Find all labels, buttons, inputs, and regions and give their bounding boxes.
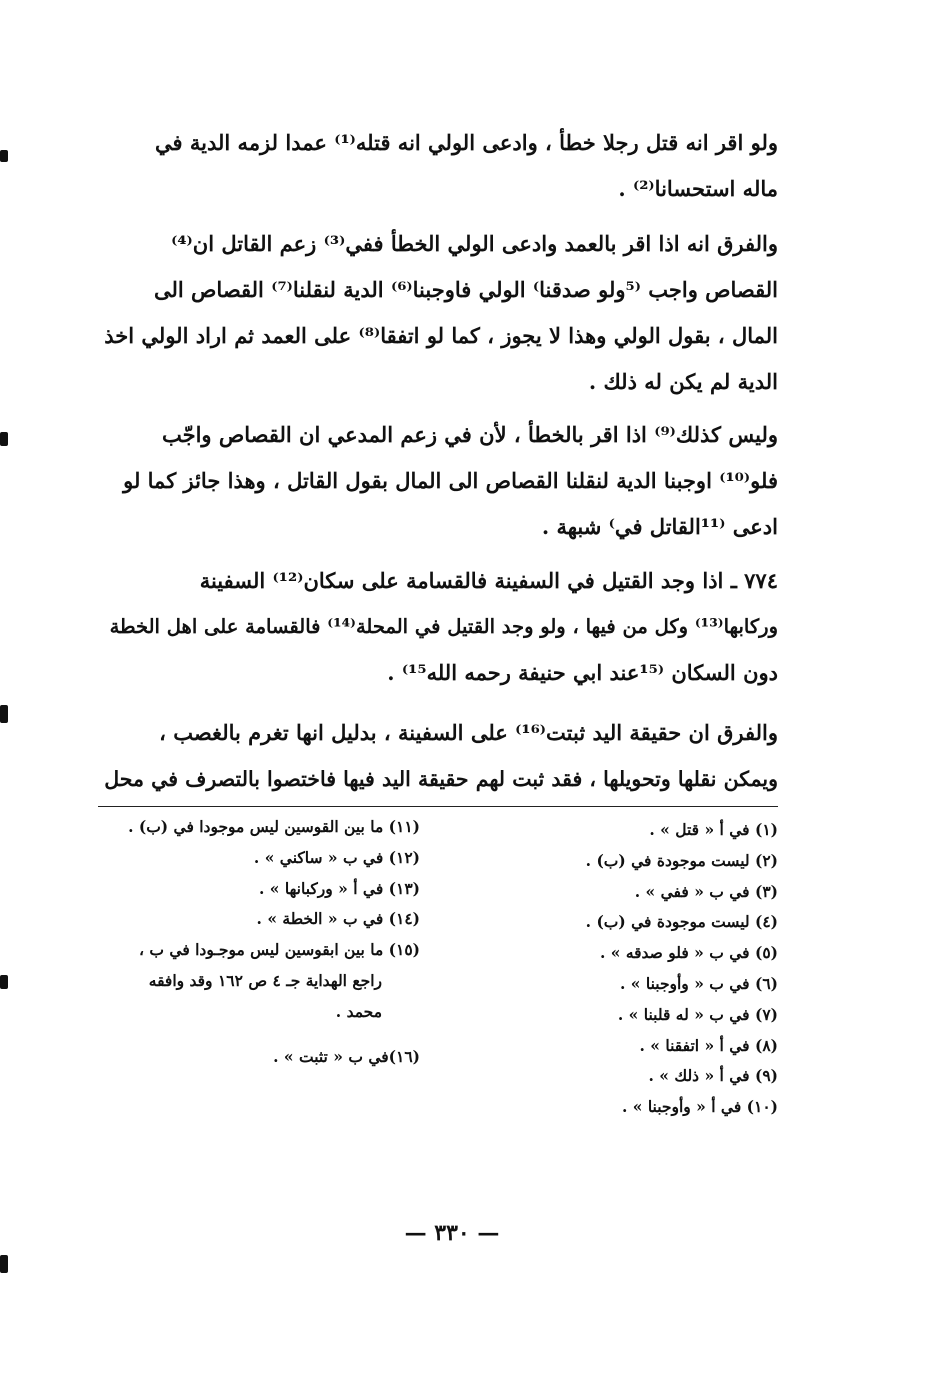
footnote: (٧) في ب « له قلبنا » .	[617, 1004, 778, 1024]
paragraph-3	[96, 412, 778, 550]
text-line: دون السكان ⁽¹⁵عند ابي حنيفة رحمه الله¹⁵⁾ .	[387, 660, 778, 685]
footnote-continuation-line: راجع الهداية جـ ٤ ص ١٦٢ وقد وافقه	[148, 970, 382, 990]
text-line: ماله استحسانا⁽²⁾ .	[618, 176, 778, 201]
footnote: (٣) في ب « ففي » .	[634, 881, 778, 901]
footnote: (١٤) في ب « الخطة » .	[256, 909, 420, 929]
text-line: وركابها⁽¹³⁾ وكل من فيها ، ولو وجد القتيل في المحلة⁽¹⁴⁾ فالقسامة على اهل الخطة	[109, 615, 778, 638]
footnotes-left-column	[90, 812, 420, 1072]
page-number: — ٣٣٠ —	[404, 1220, 500, 1246]
footnote: (٢) ليست موجودة في (ب) .	[585, 850, 778, 870]
footnote: (١) في أ « قتل » .	[649, 820, 778, 839]
text-line: المال ، بقول الولي وهذا لا يجوز ، كما لو اتفقا⁽⁸⁾ على العمد ثم اراد الولي اخذ	[104, 323, 778, 348]
footnotes-right-column	[538, 815, 778, 1123]
footnote-continuation	[90, 966, 420, 1028]
text-line: ولو اقر انه قتل رجلا خطأ ، وادعى الولي انه قتله⁽¹⁾ عمدا لزمه الدية في	[155, 130, 778, 155]
text-line: القصاص واجب ⁽⁵ولو صدقنا⁾ الولي فاوجبنا⁽⁶⁾ الدية لنقلنا⁽⁷⁾ القصاص الى	[153, 277, 778, 302]
text-line: فلو⁽¹⁰⁾ اوجبنا الدية لنقلنا القصاص الى المال بقول القاتل ، وهذا جائز كما لو	[123, 468, 778, 493]
footnote-divider	[98, 806, 778, 807]
text-line: ٧٧٤ ـ اذا وجد القتيل في السفينة فالقسامة على سكان⁽¹²⁾ السفينة	[199, 568, 778, 593]
margin-mark	[0, 150, 8, 162]
footnote: (١٢) في ب « ساكني » .	[253, 847, 420, 867]
paragraph-1	[96, 120, 778, 212]
margin-mark	[0, 1255, 8, 1273]
text-line: ويمكن نقلها وتحويلها ، فقد ثبت لهم حقيقة اليد فيها فاختصوا بالتصرف في محل	[104, 767, 778, 791]
margin-mark	[0, 975, 8, 989]
paragraph-5	[96, 710, 778, 802]
paragraph-4	[96, 558, 778, 696]
text-line: والفرق ان حقيقة اليد ثبتت⁽¹⁶⁾ على السفينة ، بدليل انها تغرم بالغصب ،	[159, 720, 778, 745]
footnote: (١٥) ما بين ابقوسين ليس موجـودا في ب ،	[139, 940, 420, 960]
text-line: ادعى ⁽¹¹القاتل في⁾ شبهة .	[541, 514, 778, 539]
footnote: (٨) في أ « اتفقنا » .	[639, 1035, 778, 1055]
footnote: (٩) في أ « ذلك » .	[648, 1066, 778, 1086]
footnote: (١١) ما بين القوسين ليس موجودا في (ب) .	[128, 817, 420, 836]
footnote: (١٦)في ب « تثبت » .	[273, 1046, 420, 1066]
footnote: (١٣) في أ « وركبانها » .	[258, 878, 420, 898]
paragraph-2	[96, 221, 778, 405]
margin-mark	[0, 705, 8, 723]
footnote-continuation-line: محمد .	[335, 1001, 382, 1021]
footnote: (٦) في ب « وأوجبنا » .	[619, 973, 778, 993]
footnote: (٥) في ب « فلو صدقه » .	[599, 943, 778, 963]
footnote: (٤) ليست موجودة في (ب) .	[585, 912, 778, 932]
margin-mark	[0, 432, 8, 446]
footnote: (١٠) في أ « وأوجبنا » .	[621, 1097, 778, 1117]
text-line: الدية لم يكن له ذلك .	[588, 369, 778, 394]
text-line: والفرق انه اذا اقر بالعمد وادعى الولي الخطأ ففي⁽³⁾ زعم القاتل ان⁽⁴⁾	[171, 231, 778, 256]
text-line: وليس كذلك⁽⁹⁾ اذا اقر بالخطأ ، لأن في زعم المدعي ان القصاص واجّب	[161, 422, 778, 447]
